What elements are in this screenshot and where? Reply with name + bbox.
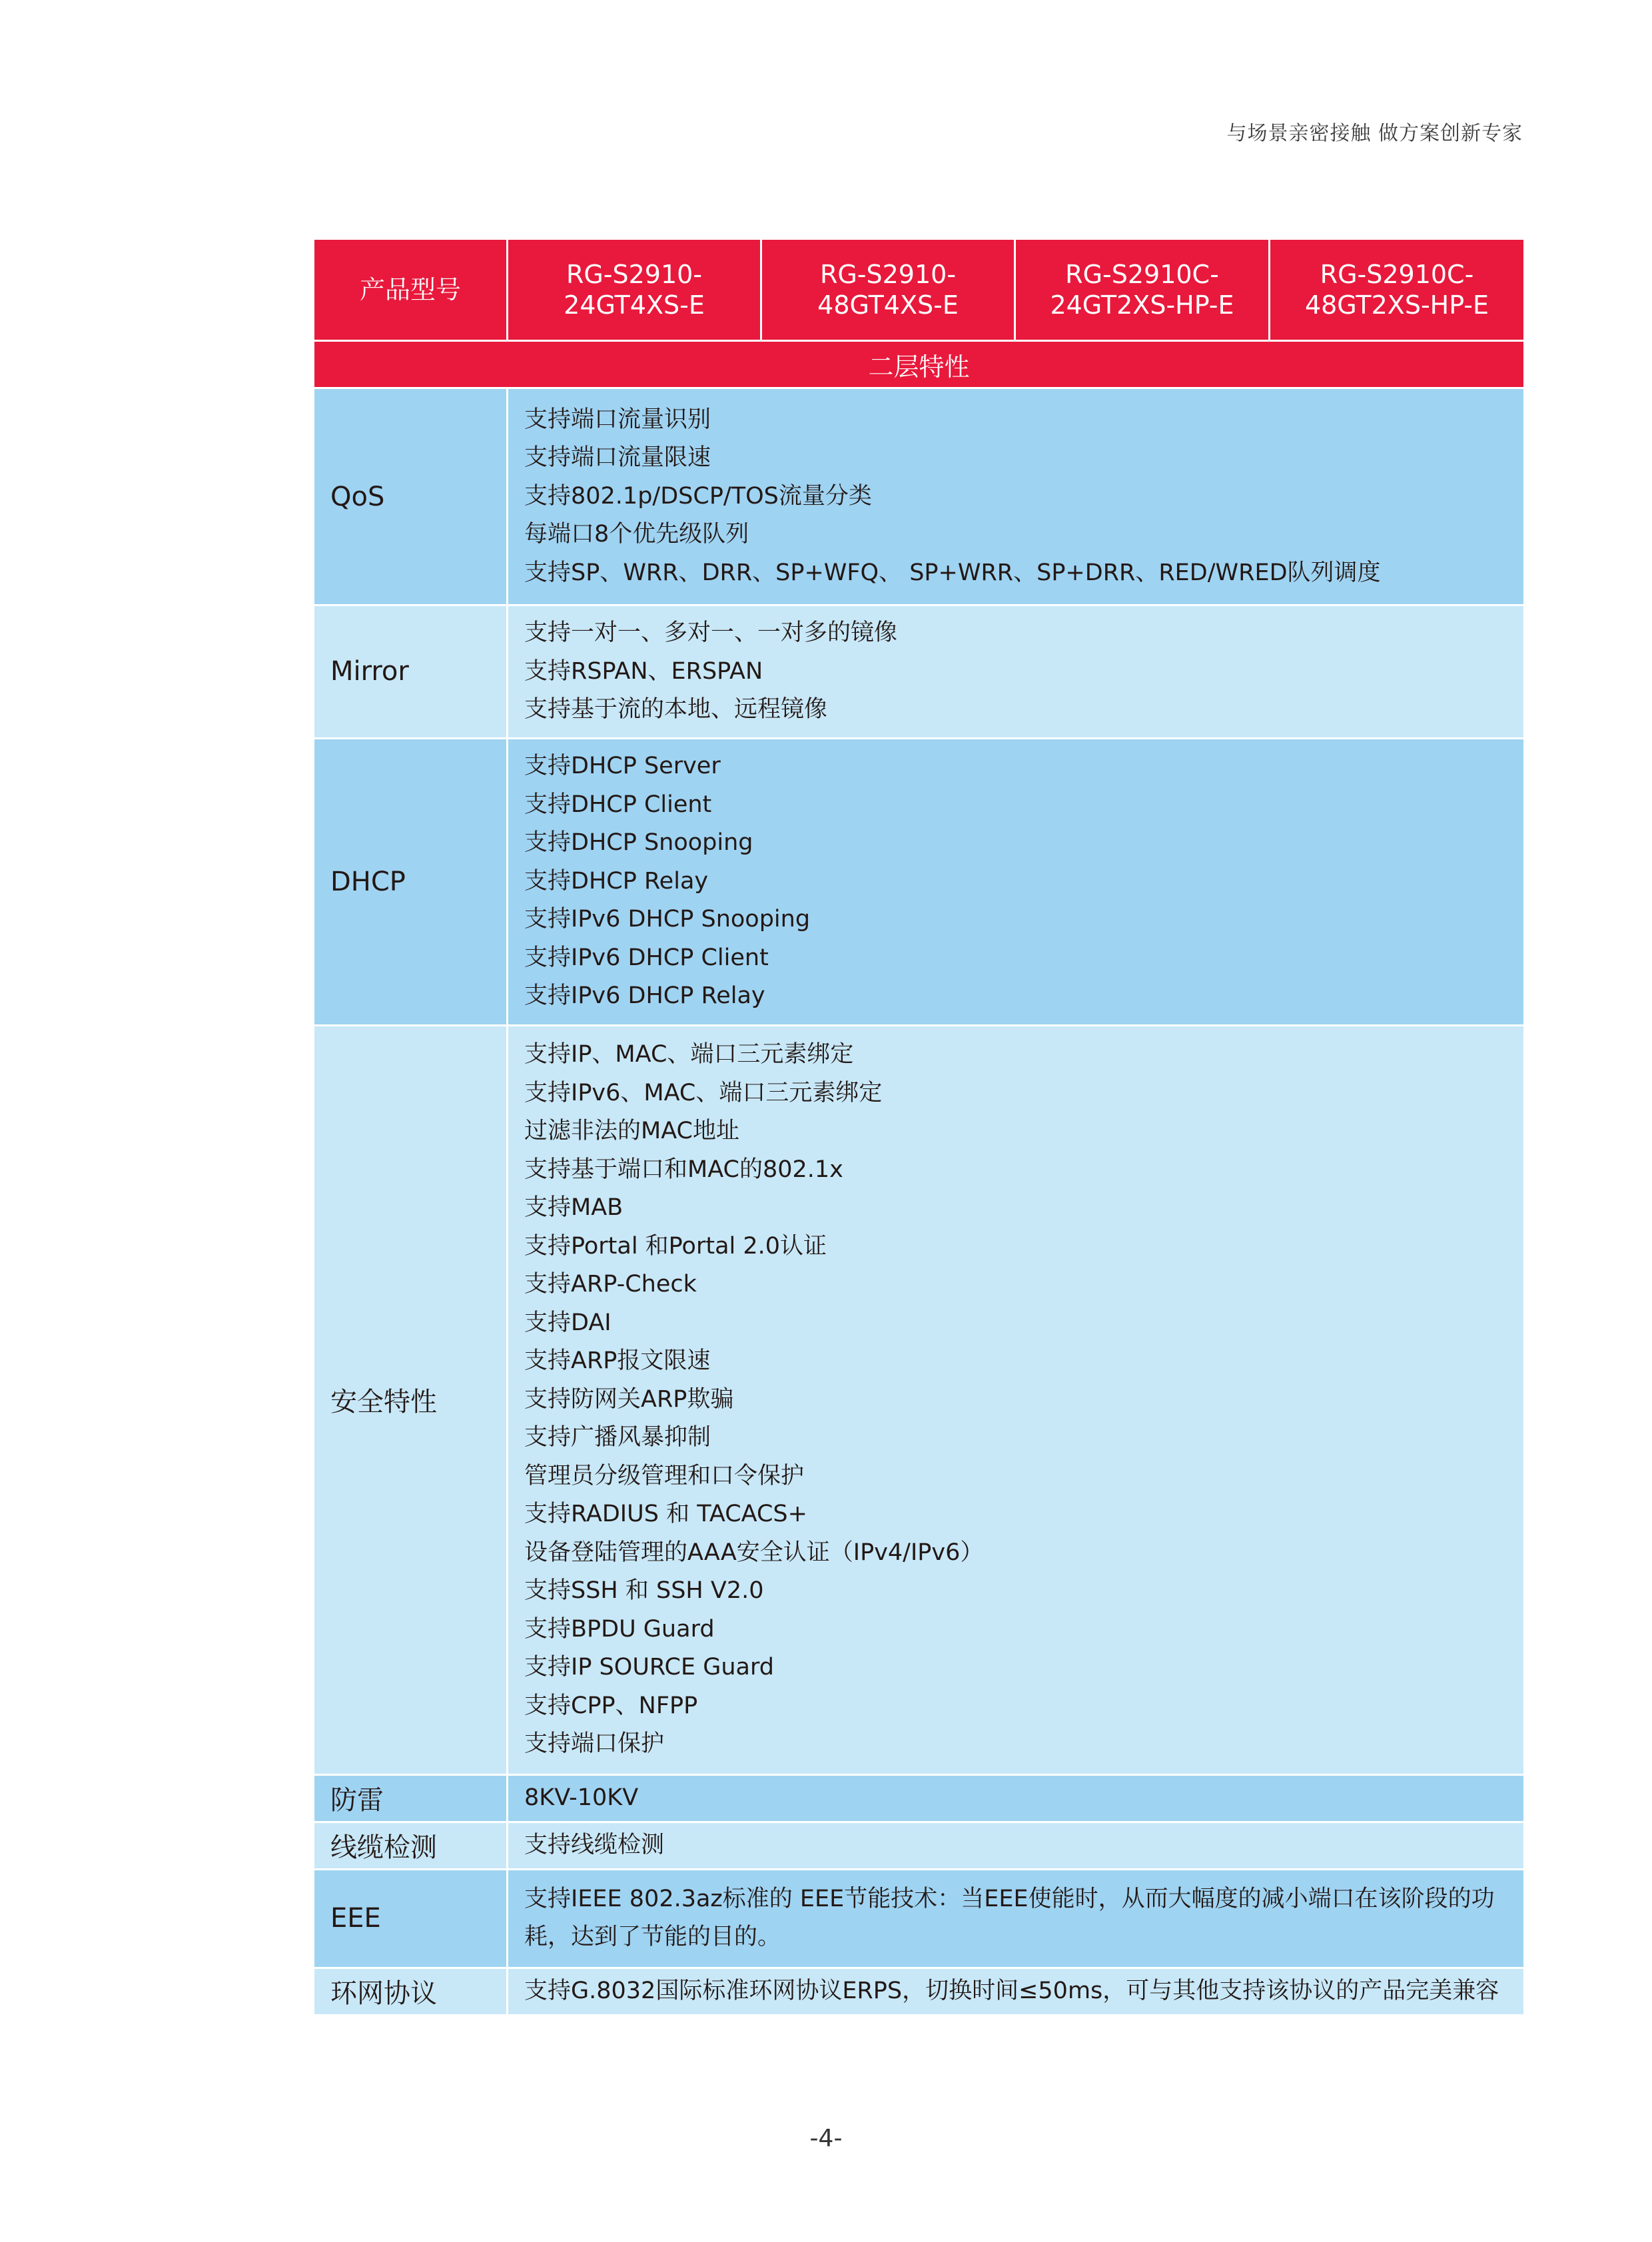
table-row xyxy=(314,1025,1525,1774)
feature-line: 支持BPDU Guard xyxy=(524,1615,715,1643)
feature-line: 支持MAB xyxy=(524,1194,623,1222)
feature-line: 支持基于端口和MAC的802.1x xyxy=(524,1156,843,1183)
header-cell-model: RG-S2910- 24GT4XS-E xyxy=(508,239,761,341)
header-cell-product-model: 产品型号 xyxy=(314,239,508,341)
feature-line: 支持DHCP Client xyxy=(524,791,712,818)
section-row xyxy=(314,341,1525,388)
feature-line: 支持IPv6 DHCP Snooping xyxy=(524,906,811,933)
feature-line: 8KV-10KV xyxy=(524,1784,639,1811)
feature-line: 支持DHCP Snooping xyxy=(524,829,753,857)
feature-line: 支持G.8032国际标准环网协议ERPS，切换时间≤50ms，可与其他支持该协议的产品完美兼容 xyxy=(524,1977,1499,2004)
spec-table xyxy=(312,238,1525,2016)
feature-line: 支持基于流的本地、远程镜像 xyxy=(524,696,828,723)
feature-line: 支持线缆检测 xyxy=(524,1831,665,1858)
feature-line: 过滤非法的MAC地址 xyxy=(524,1118,739,1145)
feature-line: 支持ARP报文限速 xyxy=(524,1347,711,1375)
header-cell-model: RG-S2910C- 48GT2XS-HP-E xyxy=(1270,239,1525,341)
row-label: 环网协议 xyxy=(314,1968,508,2015)
feature-line: 支持Portal 和Portal 2.0认证 xyxy=(524,1232,827,1260)
feature-line: 支持ARP-Check xyxy=(524,1271,697,1298)
row-label: EEE xyxy=(314,1869,508,1968)
page-number: -4- xyxy=(809,2125,843,2152)
row-label: QoS xyxy=(314,388,508,605)
row-content xyxy=(508,1822,1525,1869)
feature-line: 支持端口流量识别 xyxy=(524,406,711,433)
row-content xyxy=(508,1968,1525,2015)
row-label: DHCP xyxy=(314,738,508,1025)
feature-line: 支持SSH 和 SSH V2.0 xyxy=(524,1577,764,1605)
feature-line: 支持IPv6、MAC、端口三元素绑定 xyxy=(524,1079,883,1106)
table-row xyxy=(314,605,1525,739)
table-row xyxy=(314,1774,1525,1822)
table-row xyxy=(314,1968,1525,2015)
feature-line: 支持RSPAN、ERSPAN xyxy=(524,657,763,685)
feature-line: 每端口8个优先级队列 xyxy=(524,521,749,548)
row-content xyxy=(508,738,1525,1025)
feature-line: 支持DAI xyxy=(524,1309,612,1336)
row-label: 安全特性 xyxy=(314,1025,508,1774)
feature-line: 支持SP、WRR、DRR、SP+WFQ、 SP+WRR、SP+DRR、RED/WRED队列调度 xyxy=(524,559,1381,586)
feature-line: 支持广播风暴抑制 xyxy=(524,1424,711,1451)
feature-line: 支持IPv6 DHCP Client xyxy=(524,944,769,971)
feature-line: 支持RADIUS 和 TACACS+ xyxy=(524,1501,807,1528)
feature-line: 设备登陆管理的AAA安全认证（IPv4/IPv6） xyxy=(524,1539,984,1566)
header-cell-model: RG-S2910C- 24GT2XS-HP-E xyxy=(1015,239,1270,341)
feature-line: 支持DHCP Relay xyxy=(524,867,709,895)
row-content xyxy=(508,605,1525,739)
feature-line: 支持IP SOURCE Guard xyxy=(524,1654,774,1681)
row-content xyxy=(508,1869,1525,1968)
row-label: 防雷 xyxy=(314,1774,508,1822)
feature-line: 支持IP、MAC、端口三元素绑定 xyxy=(524,1041,854,1068)
table-row xyxy=(314,1869,1525,1968)
header-tagline: 与场景亲密接触 做方案创新专家 xyxy=(1226,122,1523,145)
table-header-row xyxy=(314,239,1525,341)
row-label: 线缆检测 xyxy=(314,1822,508,1869)
section-title: 二层特性 xyxy=(314,341,1525,388)
row-content xyxy=(508,1774,1525,1822)
feature-line: 支持802.1p/DSCP/TOS流量分类 xyxy=(524,482,872,510)
header-cell-model: RG-S2910- 48GT4XS-E xyxy=(761,239,1015,341)
feature-line: 支持防网关ARP欺骗 xyxy=(524,1385,734,1413)
row-content xyxy=(508,388,1525,605)
row-content xyxy=(508,1025,1525,1774)
feature-line: 支持端口流量限速 xyxy=(524,444,711,472)
row-label: Mirror xyxy=(314,605,508,739)
table-row xyxy=(314,388,1525,605)
table-row xyxy=(314,738,1525,1025)
feature-line: 支持端口保护 xyxy=(524,1730,665,1758)
feature-line: 支持DHCP Server xyxy=(524,753,721,780)
feature-line: 管理员分级管理和口令保护 xyxy=(524,1462,805,1489)
feature-line: 支持一对一、多对一、一对多的镜像 xyxy=(524,619,898,646)
table-row xyxy=(314,1822,1525,1869)
feature-line: 支持CPP、NFPP xyxy=(524,1692,698,1719)
feature-line: 支持IEEE 802.3az标准的 EEE节能技术：当EEE使能时，从而大幅度的减小端口在该阶段的功耗，达到了节能的目的。 xyxy=(524,1885,1495,1950)
feature-line: 支持IPv6 DHCP Relay xyxy=(524,982,765,1010)
